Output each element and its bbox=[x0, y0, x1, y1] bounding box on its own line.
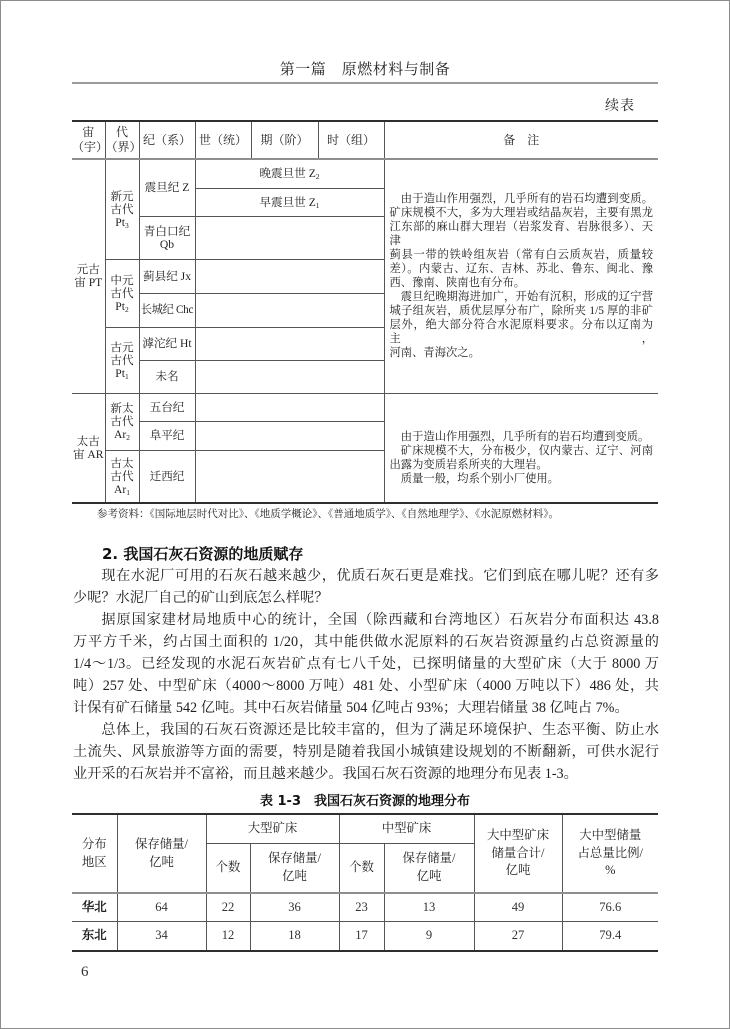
empty-cell bbox=[195, 421, 384, 450]
empty-cell bbox=[195, 259, 384, 293]
paragraph-line: 现在水泥厂可用的石灰石越来越少，优质石灰石更是难找。它们到底在哪儿呢？还有多 bbox=[101, 568, 659, 584]
table-row bbox=[72, 393, 658, 421]
paragraph-line: 总体上，我国的石灰石资源还是比较丰富的，但为了满足环境保护、生态平衡、防止水 bbox=[101, 722, 659, 738]
cell-medium-reserves: 9 bbox=[384, 921, 474, 951]
cell-region: 华北 bbox=[72, 893, 117, 921]
paragraph-line: 少呢？水泥厂自己的矿山到底怎么样呢？ bbox=[73, 590, 329, 606]
cell-large-reserves: 18 bbox=[250, 921, 339, 951]
era-neoarchean: 新太 古代 $Ar_2$ bbox=[105, 393, 139, 450]
table-row bbox=[72, 159, 658, 188]
empty-cell bbox=[195, 216, 384, 259]
header-large-count: 个数 bbox=[206, 843, 250, 893]
header-eon: 宙 （宇） bbox=[72, 121, 105, 159]
period-unnamed: 未名 bbox=[139, 360, 195, 393]
eon-proterozoic: 元古 宙 PT bbox=[72, 159, 105, 393]
period-hutuo: 滹沱纪 Ht bbox=[139, 327, 195, 360]
empty-cell bbox=[195, 360, 384, 393]
header-era: 代 （界） bbox=[105, 121, 139, 159]
cell-medium-count: 17 bbox=[339, 921, 384, 951]
empty-cell bbox=[195, 450, 384, 503]
period-fuping: 阜平纪 bbox=[139, 421, 195, 450]
body-text bbox=[73, 565, 659, 785]
period-jixian: 蓟县纪 Jx bbox=[139, 259, 195, 293]
era-paleoproterozoic: 古元 古代 $Pt_1$ bbox=[105, 327, 139, 393]
header-medium-deposits: 中型矿床 bbox=[339, 814, 474, 843]
paragraph-line: 土流失、风景旅游等方面的需要，特别是随着我国小城镇建设规划的不断翻新，可供水泥行 bbox=[73, 744, 659, 760]
cell-reserves: 34 bbox=[117, 921, 206, 951]
header-epoch: 世（统） bbox=[195, 121, 251, 159]
reference-note: 参考资料：《国际地层时代对比》、《地质学概论》、《普通地质学》、《自然地理学》、《水泥原燃材料》。 bbox=[97, 509, 559, 520]
cell-large-count: 12 bbox=[206, 921, 250, 951]
continued-table-label: 续表 bbox=[605, 99, 635, 114]
cell-large-reserves: 36 bbox=[250, 893, 339, 921]
cell-total: 49 bbox=[474, 893, 562, 921]
cell-medium-count: 23 bbox=[339, 893, 384, 921]
table-header-row bbox=[72, 814, 658, 843]
cell-reserves: 64 bbox=[117, 893, 206, 921]
header-reserves: 保存储量/ 亿吨 bbox=[117, 814, 206, 893]
empty-cell bbox=[195, 393, 384, 421]
epoch-early-sinian: 早震旦世 $Z_1$ bbox=[195, 188, 384, 216]
table-caption: 表 1-3 我国石灰石资源的地理分布 bbox=[259, 794, 470, 809]
paragraph-line: 1/4～1/3。已经发现的水泥石灰岩矿点有七八千处，已探明储量的大型矿床（大于 8000 万 bbox=[73, 656, 659, 672]
empty-cell bbox=[195, 327, 384, 360]
empty-cell bbox=[195, 293, 384, 327]
running-header-title: 第一篇 原燃材料与制备 bbox=[279, 62, 451, 78]
header-medium-reserves: 保存储量/ 亿吨 bbox=[384, 843, 474, 893]
remarks-archean: 由于造山作用强烈，几乎所有的岩石均遭到变质。 矿床规模不大，分布极少，仅内蒙古、辽宁、河南 出露为变质岩系所夹的大理岩。 质量一般，均系个别小厂使用。 bbox=[384, 393, 658, 503]
eon-archean: 太古 宙 AR bbox=[72, 393, 105, 503]
period-changcheng: 长城纪 Chc bbox=[139, 293, 195, 327]
paragraph-line: 据原国家建材局地质中心的统计，全国（除西藏和台湾地区）石灰岩分布面积达 43.8 bbox=[101, 612, 659, 628]
header-medium-count: 个数 bbox=[339, 843, 384, 893]
era-mesoproterozoic: 中元 古代 $Pt_2$ bbox=[105, 259, 139, 327]
limestone-distribution-table bbox=[72, 813, 658, 952]
remarks-proterozoic: 由于造山作用强烈，几乎所有的岩石均遭到变质。 矿床规模不大，多为大理岩或结晶灰岩，主要有黑龙 江东部的麻山群大理岩（岩浆发育、岩脉很多）、天津 蓟县一带的铁岭组灰岩（常有白云质灰岩，质量较 差）。内蒙古、辽东、吉林、苏北、鲁东、闽北、豫 西、豫南、陕南也有分布。 震旦纪晚期海进加广，开始有沉积，形成的辽宁营 城子组灰岩，质优层厚分布广，除所夹 1/5 厚的非矿 层外，绝大部分符合水泥原料要求。分布以辽南为主， 河南、青海次之。 bbox=[384, 159, 658, 393]
era-neoproterozoic: 新元 古代 $Pt_3$ bbox=[105, 159, 139, 259]
header-chron: 时（组） bbox=[318, 121, 384, 159]
cell-ratio: 76.6 bbox=[562, 893, 658, 921]
period-qingbaikou: 青白口纪 Qb bbox=[139, 216, 195, 259]
header-large-medium-total: 大中型矿床 储量合计/ 亿吨 bbox=[474, 814, 562, 893]
header-remarks: 备 注 bbox=[384, 121, 658, 159]
paragraph-line: 业开采的石灰岩并不富裕，而且越来越少。我国石灰石资源的地理分布见表 1-3。 bbox=[73, 766, 578, 782]
era-paleoarchean: 古太 古代 $Ar_1$ bbox=[105, 450, 139, 503]
header-large-deposits: 大型矿床 bbox=[206, 814, 339, 843]
section-heading: 2. 我国石灰石资源的地质赋存 bbox=[102, 545, 304, 563]
paragraph-line: 吨）257 处、中型矿床（4000～8000 万吨）481 处、小型矿床（4000 万吨以下）486 处，共 bbox=[73, 678, 659, 694]
header-rule bbox=[72, 82, 658, 84]
page-number: 6 bbox=[81, 964, 89, 980]
cell-region: 东北 bbox=[72, 921, 117, 951]
cell-ratio: 79.4 bbox=[562, 921, 658, 951]
geologic-timescale-table bbox=[72, 120, 658, 504]
table-row bbox=[72, 893, 658, 921]
table-row bbox=[72, 921, 658, 951]
header-region: 分布 地区 bbox=[72, 814, 117, 893]
period-wutai: 五台纪 bbox=[139, 393, 195, 421]
paragraph-line: 万平方千米，约占国土面积的 1/20，其中能供做水泥原料的石灰岩资源量约占总资源量的 bbox=[73, 634, 659, 650]
header-period: 纪（系） bbox=[139, 121, 195, 159]
period-qianxi: 迁西纪 bbox=[139, 450, 195, 503]
header-large-medium-ratio: 大中型储量 占总量比例/ % bbox=[562, 814, 658, 893]
paragraph-line: 计保有矿石储量 542 亿吨。其中石灰岩储量 504 亿吨占 93%；大理岩储量 38 亿吨占 7%。 bbox=[73, 700, 629, 716]
cell-medium-reserves: 13 bbox=[384, 893, 474, 921]
cell-total: 27 bbox=[474, 921, 562, 951]
cell-large-count: 22 bbox=[206, 893, 250, 921]
period-sinian: 震旦纪 Z bbox=[139, 159, 195, 216]
header-large-reserves: 保存储量/ 亿吨 bbox=[250, 843, 339, 893]
table-header-row bbox=[72, 121, 658, 159]
epoch-late-sinian: 晚震旦世 $Z_2$ bbox=[195, 159, 384, 188]
header-age: 期（阶） bbox=[251, 121, 318, 159]
